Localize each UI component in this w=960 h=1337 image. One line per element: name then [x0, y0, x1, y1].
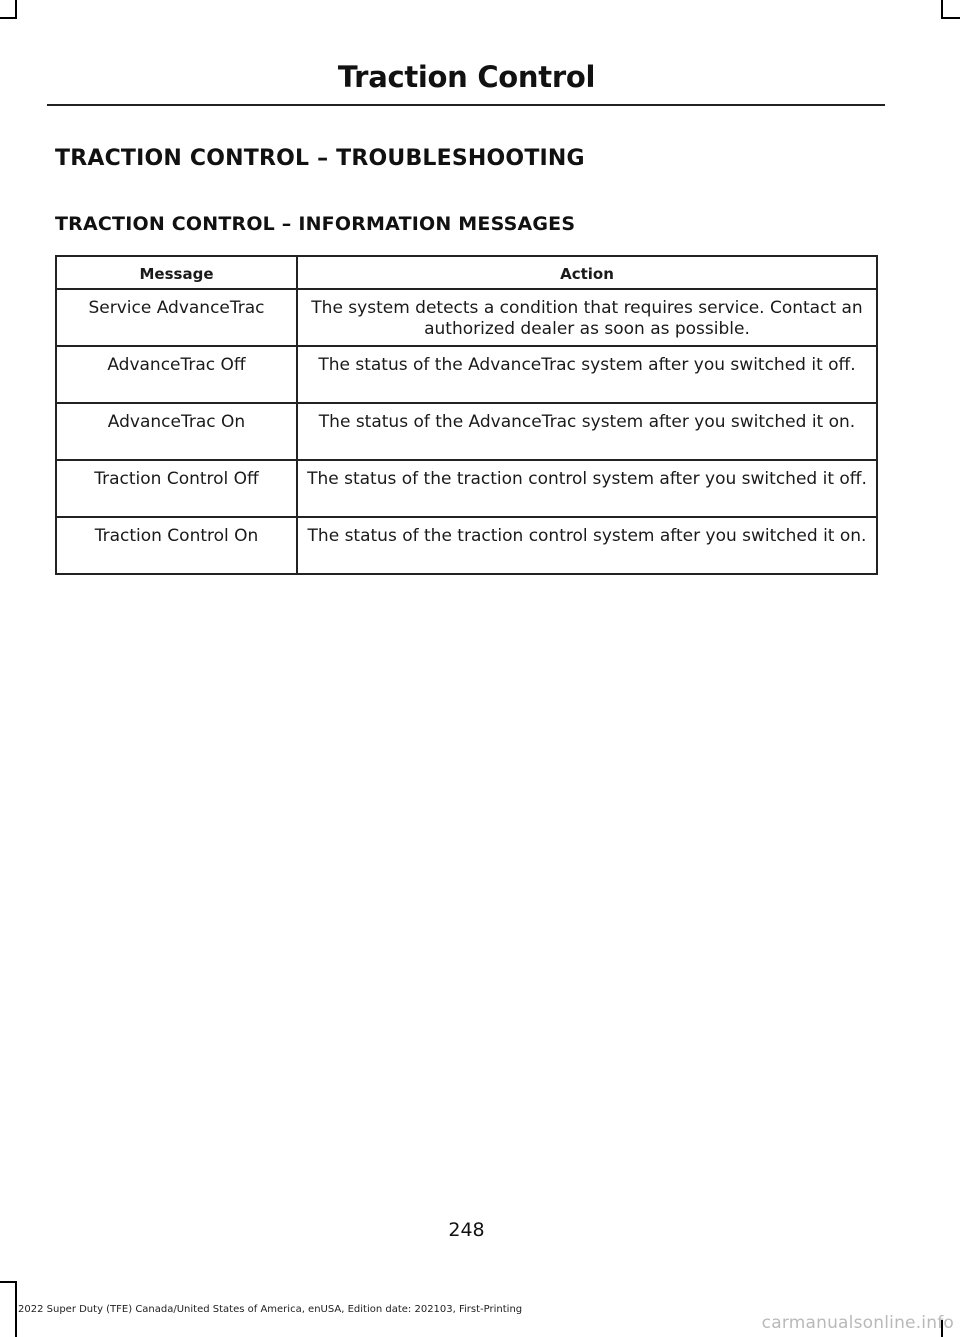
message-cell: Traction Control On: [56, 517, 297, 574]
action-cell: The status of the AdvanceTrac system after you switched it on.: [297, 403, 877, 460]
column-header-action: Action: [297, 256, 877, 289]
table-header-row: [56, 256, 877, 289]
action-cell: The status of the traction control system after you switched it on.: [297, 517, 877, 574]
message-cell: AdvanceTrac On: [56, 403, 297, 460]
table-row: [56, 460, 877, 517]
crop-mark-bottom-left: [15, 1281, 17, 1337]
message-cell: Service AdvanceTrac: [56, 289, 297, 346]
crop-mark-top-right: [941, 17, 960, 19]
crop-mark-top-left: [0, 17, 17, 19]
table-row: [56, 517, 877, 574]
page-number: 248: [448, 1219, 485, 1241]
troubleshooting-heading: TRACTION CONTROL – TROUBLESHOOTING: [55, 146, 585, 171]
column-header-message: Message: [56, 256, 297, 289]
information-messages-table: [55, 255, 878, 575]
edition-note: 2022 Super Duty (TFE) Canada/United States of America, enUSA, Edition date: 202103, First-Printing: [18, 1304, 523, 1315]
section-title: Traction Control: [337, 60, 596, 94]
crop-mark-bottom-left: [0, 1281, 17, 1283]
action-cell: The status of the AdvanceTrac system after you switched it off.: [297, 346, 877, 403]
action-cell: The system detects a condition that requires service. Contact an authorized dealer as soon as possible.: [297, 289, 877, 346]
table-row: [56, 346, 877, 403]
header-divider: [47, 104, 885, 106]
watermark-link[interactable]: carmanualsonline.info: [761, 1313, 954, 1333]
information-messages-heading: TRACTION CONTROL – INFORMATION MESSAGES: [55, 213, 576, 235]
message-cell: AdvanceTrac Off: [56, 346, 297, 403]
action-cell: The status of the traction control system after you switched it off.: [297, 460, 877, 517]
message-cell: Traction Control Off: [56, 460, 297, 517]
table-row: [56, 403, 877, 460]
table-row: [56, 289, 877, 346]
